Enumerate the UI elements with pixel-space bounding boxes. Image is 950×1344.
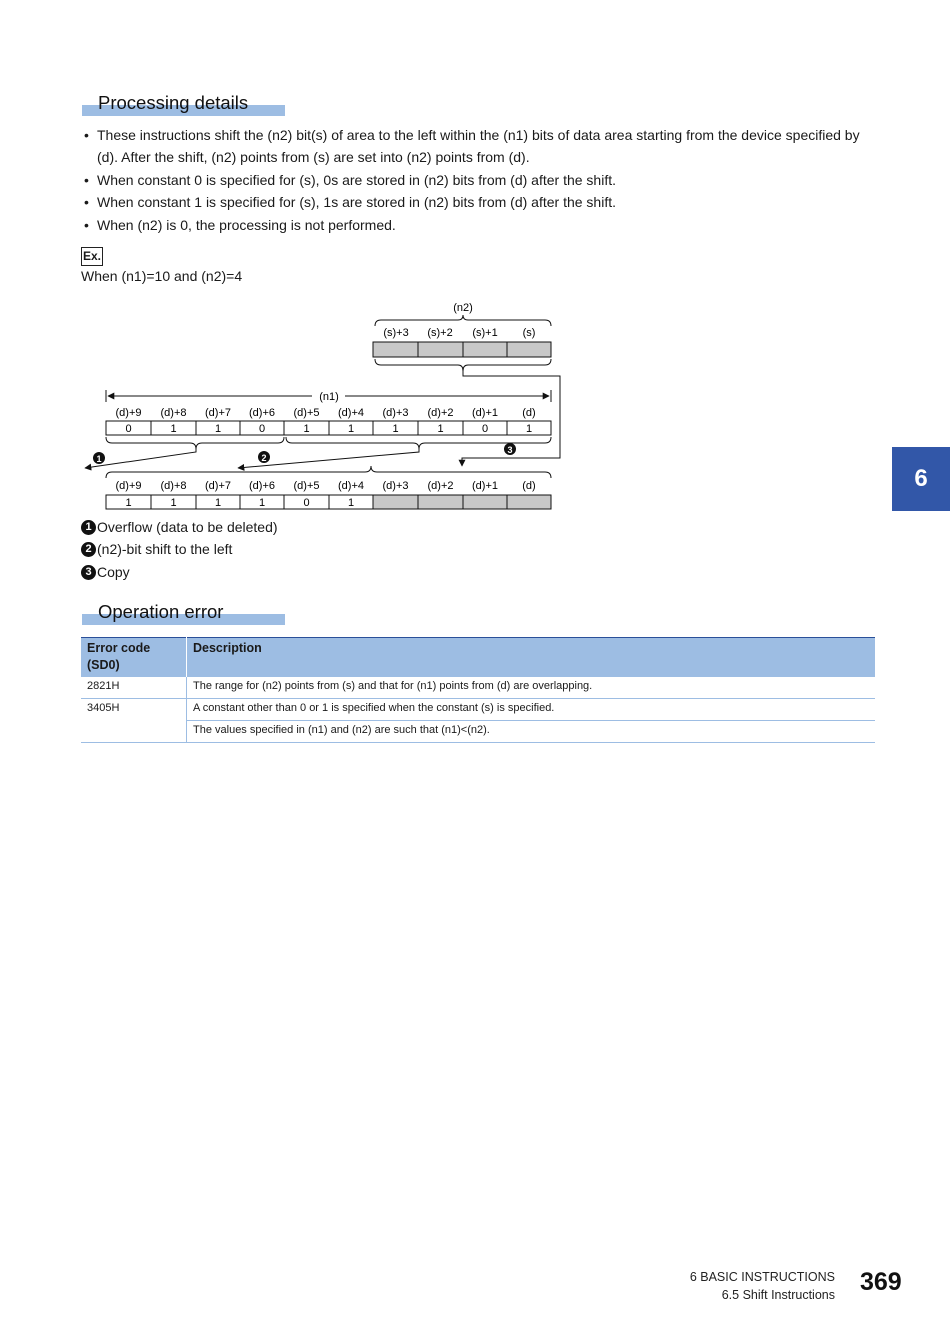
after-bit: 1 (125, 497, 132, 509)
section-title: Operation error (98, 601, 224, 622)
before-label: (d)+4 (338, 407, 364, 419)
after-cell (418, 495, 463, 509)
before-label: (d)+6 (249, 407, 275, 419)
table-row (81, 677, 875, 699)
after-label: (d)+9 (115, 480, 142, 492)
page-number: 369 (860, 1268, 902, 1296)
error-code-cell: 2821H (81, 677, 187, 699)
error-code-cell: 3405H (81, 699, 187, 743)
after-cell (373, 495, 418, 509)
description-cell: The range for (n2) points from (s) and that for (n1) points from (d) are overlapping. (187, 677, 876, 699)
before-label: (d)+8 (160, 407, 187, 419)
n2-label: (n2) (453, 302, 473, 314)
before-cells (106, 421, 551, 435)
before-bit: 1 (347, 423, 355, 435)
before-label: (d) (522, 407, 536, 419)
n2-brace (375, 315, 551, 326)
marker-1 (93, 452, 105, 464)
after-label: (d)+7 (205, 480, 231, 492)
before-bit: 1 (437, 423, 444, 435)
source-cell (373, 342, 418, 357)
after-label: (d)+2 (427, 480, 454, 492)
before-label: (d)+7 (205, 407, 231, 419)
marker-1-text: 1 (96, 454, 102, 464)
before-bit: 1 (214, 423, 222, 435)
example-tag: Ex. (81, 247, 103, 266)
after-label: (d)+1 (472, 480, 498, 492)
marker-3 (504, 443, 516, 455)
source-cells (373, 342, 551, 357)
after-bit: 1 (347, 497, 355, 509)
after-cells (106, 495, 551, 509)
before-bit: 0 (125, 423, 132, 435)
section-heading-processing (82, 90, 285, 116)
after-label: (d)+6 (249, 480, 275, 492)
chapter-tab: 6 (892, 447, 950, 511)
after-cell (463, 495, 507, 509)
after-brace (106, 466, 551, 478)
legend-item-overflow (81, 516, 278, 538)
section-title: Processing details (98, 92, 249, 113)
legend-item-copy (81, 561, 130, 583)
table-row (81, 721, 875, 743)
after-label: (d)+3 (382, 480, 409, 492)
marker-2 (258, 451, 270, 463)
source-cell (463, 342, 507, 357)
description-cell: A constant other than 0 or 1 is specified when the constant (s) is specified. (187, 699, 876, 721)
overflow-brace (106, 437, 284, 449)
legend-text: Overflow (data to be deleted) (97, 519, 278, 535)
before-bit: 1 (525, 423, 533, 435)
before-bit: 0 (258, 423, 266, 435)
marker-2-text: 2 (261, 453, 267, 463)
s-label: (s)+2 (427, 327, 453, 339)
after-bit: 1 (214, 497, 222, 509)
header-description: Description (187, 638, 876, 678)
shift-diagram (0, 290, 600, 520)
table-header-row (81, 638, 875, 678)
after-bit: 1 (258, 497, 266, 509)
marker-3-text: 3 (507, 445, 513, 455)
header-error-code-text: Error code (SD0) (87, 641, 151, 672)
after-labels (116, 480, 536, 492)
error-table (81, 637, 875, 743)
before-label: (d)+5 (293, 407, 320, 419)
after-label: (d)+4 (338, 480, 364, 492)
header-error-code (81, 638, 187, 678)
before-bit: 1 (392, 423, 399, 435)
before-label: (d)+1 (472, 407, 498, 419)
footer-chapter: 6 BASIC INSTRUCTIONS (689, 1270, 835, 1284)
after-label: (d)+5 (293, 480, 320, 492)
after-bit: 1 (170, 497, 177, 509)
s-label: (s)+3 (383, 327, 409, 339)
footer-section: 6.5 Shift Instructions (721, 1288, 835, 1302)
legend-item-shift (81, 538, 232, 560)
s-label: (s)+1 (472, 327, 498, 339)
before-bit: 0 (481, 423, 489, 435)
before-bit: 1 (170, 423, 177, 435)
before-bit: 1 (303, 423, 310, 435)
after-cell (507, 495, 551, 509)
before-label: (d)+2 (427, 407, 454, 419)
legend-number: 1 (81, 520, 96, 535)
example-condition: When (n1)=10 and (n2)=4 (81, 268, 243, 284)
after-label: (d) (522, 480, 536, 492)
bullet-item: • When constant 1 is specified for (s), 1s are stored in (n2) bits from (d) after the shift. (84, 191, 884, 213)
legend-number: 2 (81, 542, 96, 557)
table-row (81, 699, 875, 721)
footer-breadcrumb (690, 1268, 835, 1304)
before-label: (d)+9 (115, 407, 142, 419)
processing-bullets (84, 124, 884, 236)
legend-text: Copy (97, 564, 130, 580)
section-heading-operation-error (82, 599, 285, 625)
n1-label: (n1) (319, 391, 339, 403)
s-label: (s) (522, 327, 536, 339)
after-bit: 0 (303, 497, 310, 509)
bullet-item: • When constant 0 is specified for (s), 0s are stored in (n2) bits from (d) after the shift. (84, 169, 884, 191)
source-brace (375, 359, 551, 371)
bullet-item: • When (n2) is 0, the processing is not performed. (84, 214, 884, 236)
before-label: (d)+3 (382, 407, 409, 419)
legend-text: (n2)-bit shift to the left (97, 541, 233, 557)
legend-number: 3 (81, 565, 96, 580)
before-labels (116, 407, 536, 419)
after-label: (d)+8 (160, 480, 187, 492)
source-cell (507, 342, 551, 357)
source-cell (418, 342, 463, 357)
bullet-item: • These instructions shift the (n2) bit(s) of area to the left within the (n1) bits of data area starting from the device specified by (d). After the shift, (n2) points from (s) are set into (n2) points from (d). (84, 124, 884, 169)
description-cell: The values specified in (n1) and (n2) are such that (n1)<(n2). (187, 721, 876, 743)
